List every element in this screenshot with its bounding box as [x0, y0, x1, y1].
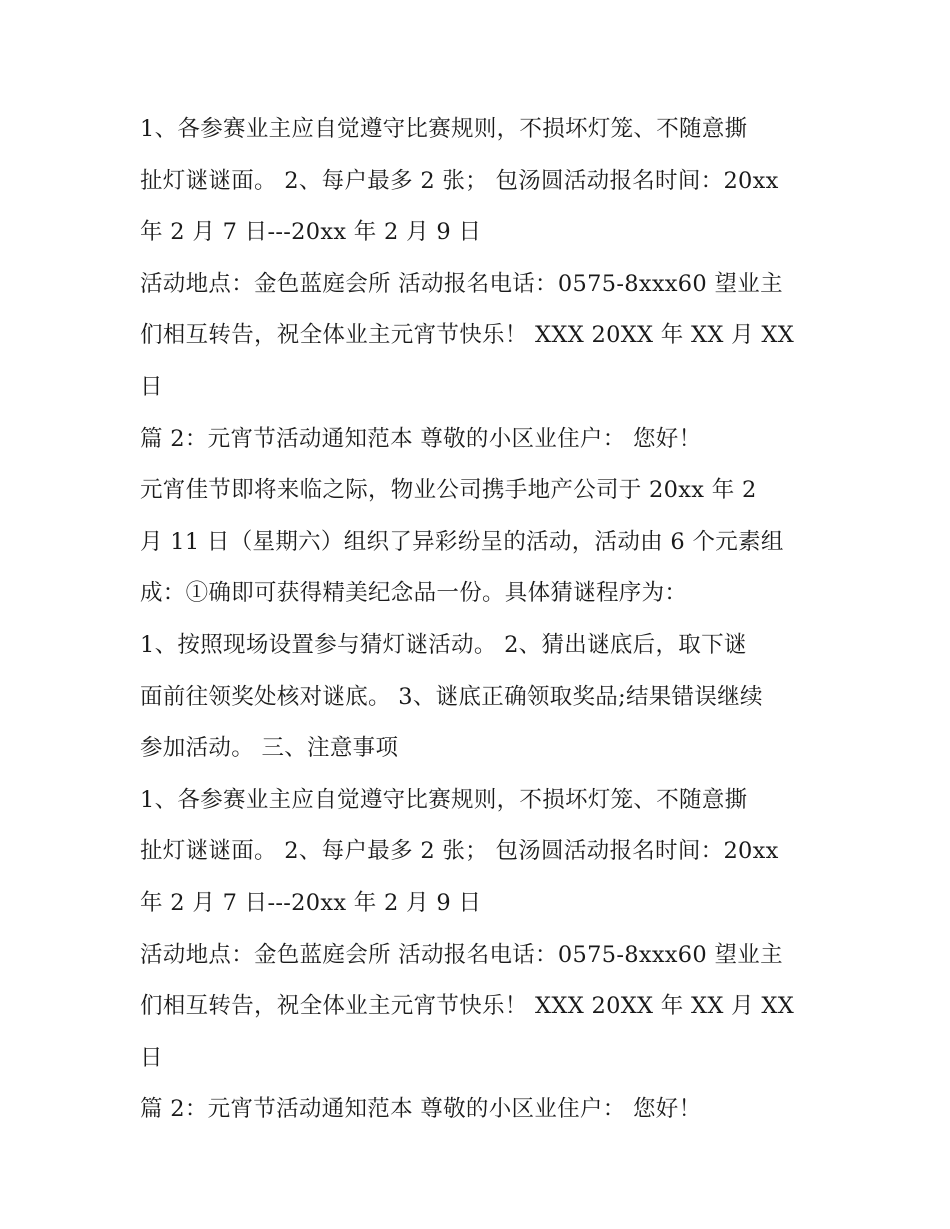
section-heading: 篇 2：元宵节活动通知范本 尊敬的小区业住户： 您好！ [140, 425, 702, 452]
text-line: 们相互转告，祝全体业主元宵节快乐！ XXX 20XX 年 XX 月 XX [140, 993, 795, 1020]
text-line: 1、各参赛业主应自觉遵守比赛规则，不损坏灯笼、不随意撕 [140, 786, 748, 813]
text-line: 元宵佳节即将来临之际，物业公司携手地产公司于 20xx 年 2 [140, 477, 757, 504]
text-line: 面前往领奖处核对谜底。 3、谜底正确领取奖品;结果错误继续 [140, 683, 763, 710]
text-line: 1、各参赛业主应自觉遵守比赛规则，不损坏灯笼、不随意撕 [140, 116, 748, 142]
text-line: 活动地点：金色蓝庭会所 活动报名电话：0575-8xxx60 望业主 [140, 270, 783, 297]
text-line: 日 [140, 373, 163, 400]
text-line: 参加活动。 三、注意事项 [140, 735, 399, 762]
text-line: 年 2 月 7 日---20xx 年 2 月 9 日 [140, 889, 482, 916]
text-line: 1、按照现场设置参与猜灯谜活动。 2、猜出谜底后，取下谜 [140, 631, 747, 658]
text-line: 月 11 日（星期六）组织了异彩纷呈的活动，活动由 6 个元素组 [140, 528, 784, 555]
text-line: 们相互转告，祝全体业主元宵节快乐！ XXX 20XX 年 XX 月 XX [140, 322, 795, 349]
text-line: 日 [140, 1044, 163, 1071]
document-body [140, 104, 830, 1136]
text-line: 年 2 月 7 日---20xx 年 2 月 9 日 [140, 219, 482, 246]
text-line: 成：①确即可获得精美纪念品一份。具体猜谜程序为： [140, 580, 688, 607]
text-line: 扯灯谜谜面。 2、每户最多 2 张； 包汤圆活动报名时间：20xx [140, 838, 779, 865]
text-line: 活动地点：金色蓝庭会所 活动报名电话：0575-8xxx60 望业主 [140, 941, 783, 968]
section-heading: 篇 2：元宵节活动通知范本 尊敬的小区业住户： 您好！ [140, 1096, 702, 1123]
text-line: 扯灯谜谜面。 2、每户最多 2 张； 包汤圆活动报名时间：20xx [140, 167, 779, 194]
